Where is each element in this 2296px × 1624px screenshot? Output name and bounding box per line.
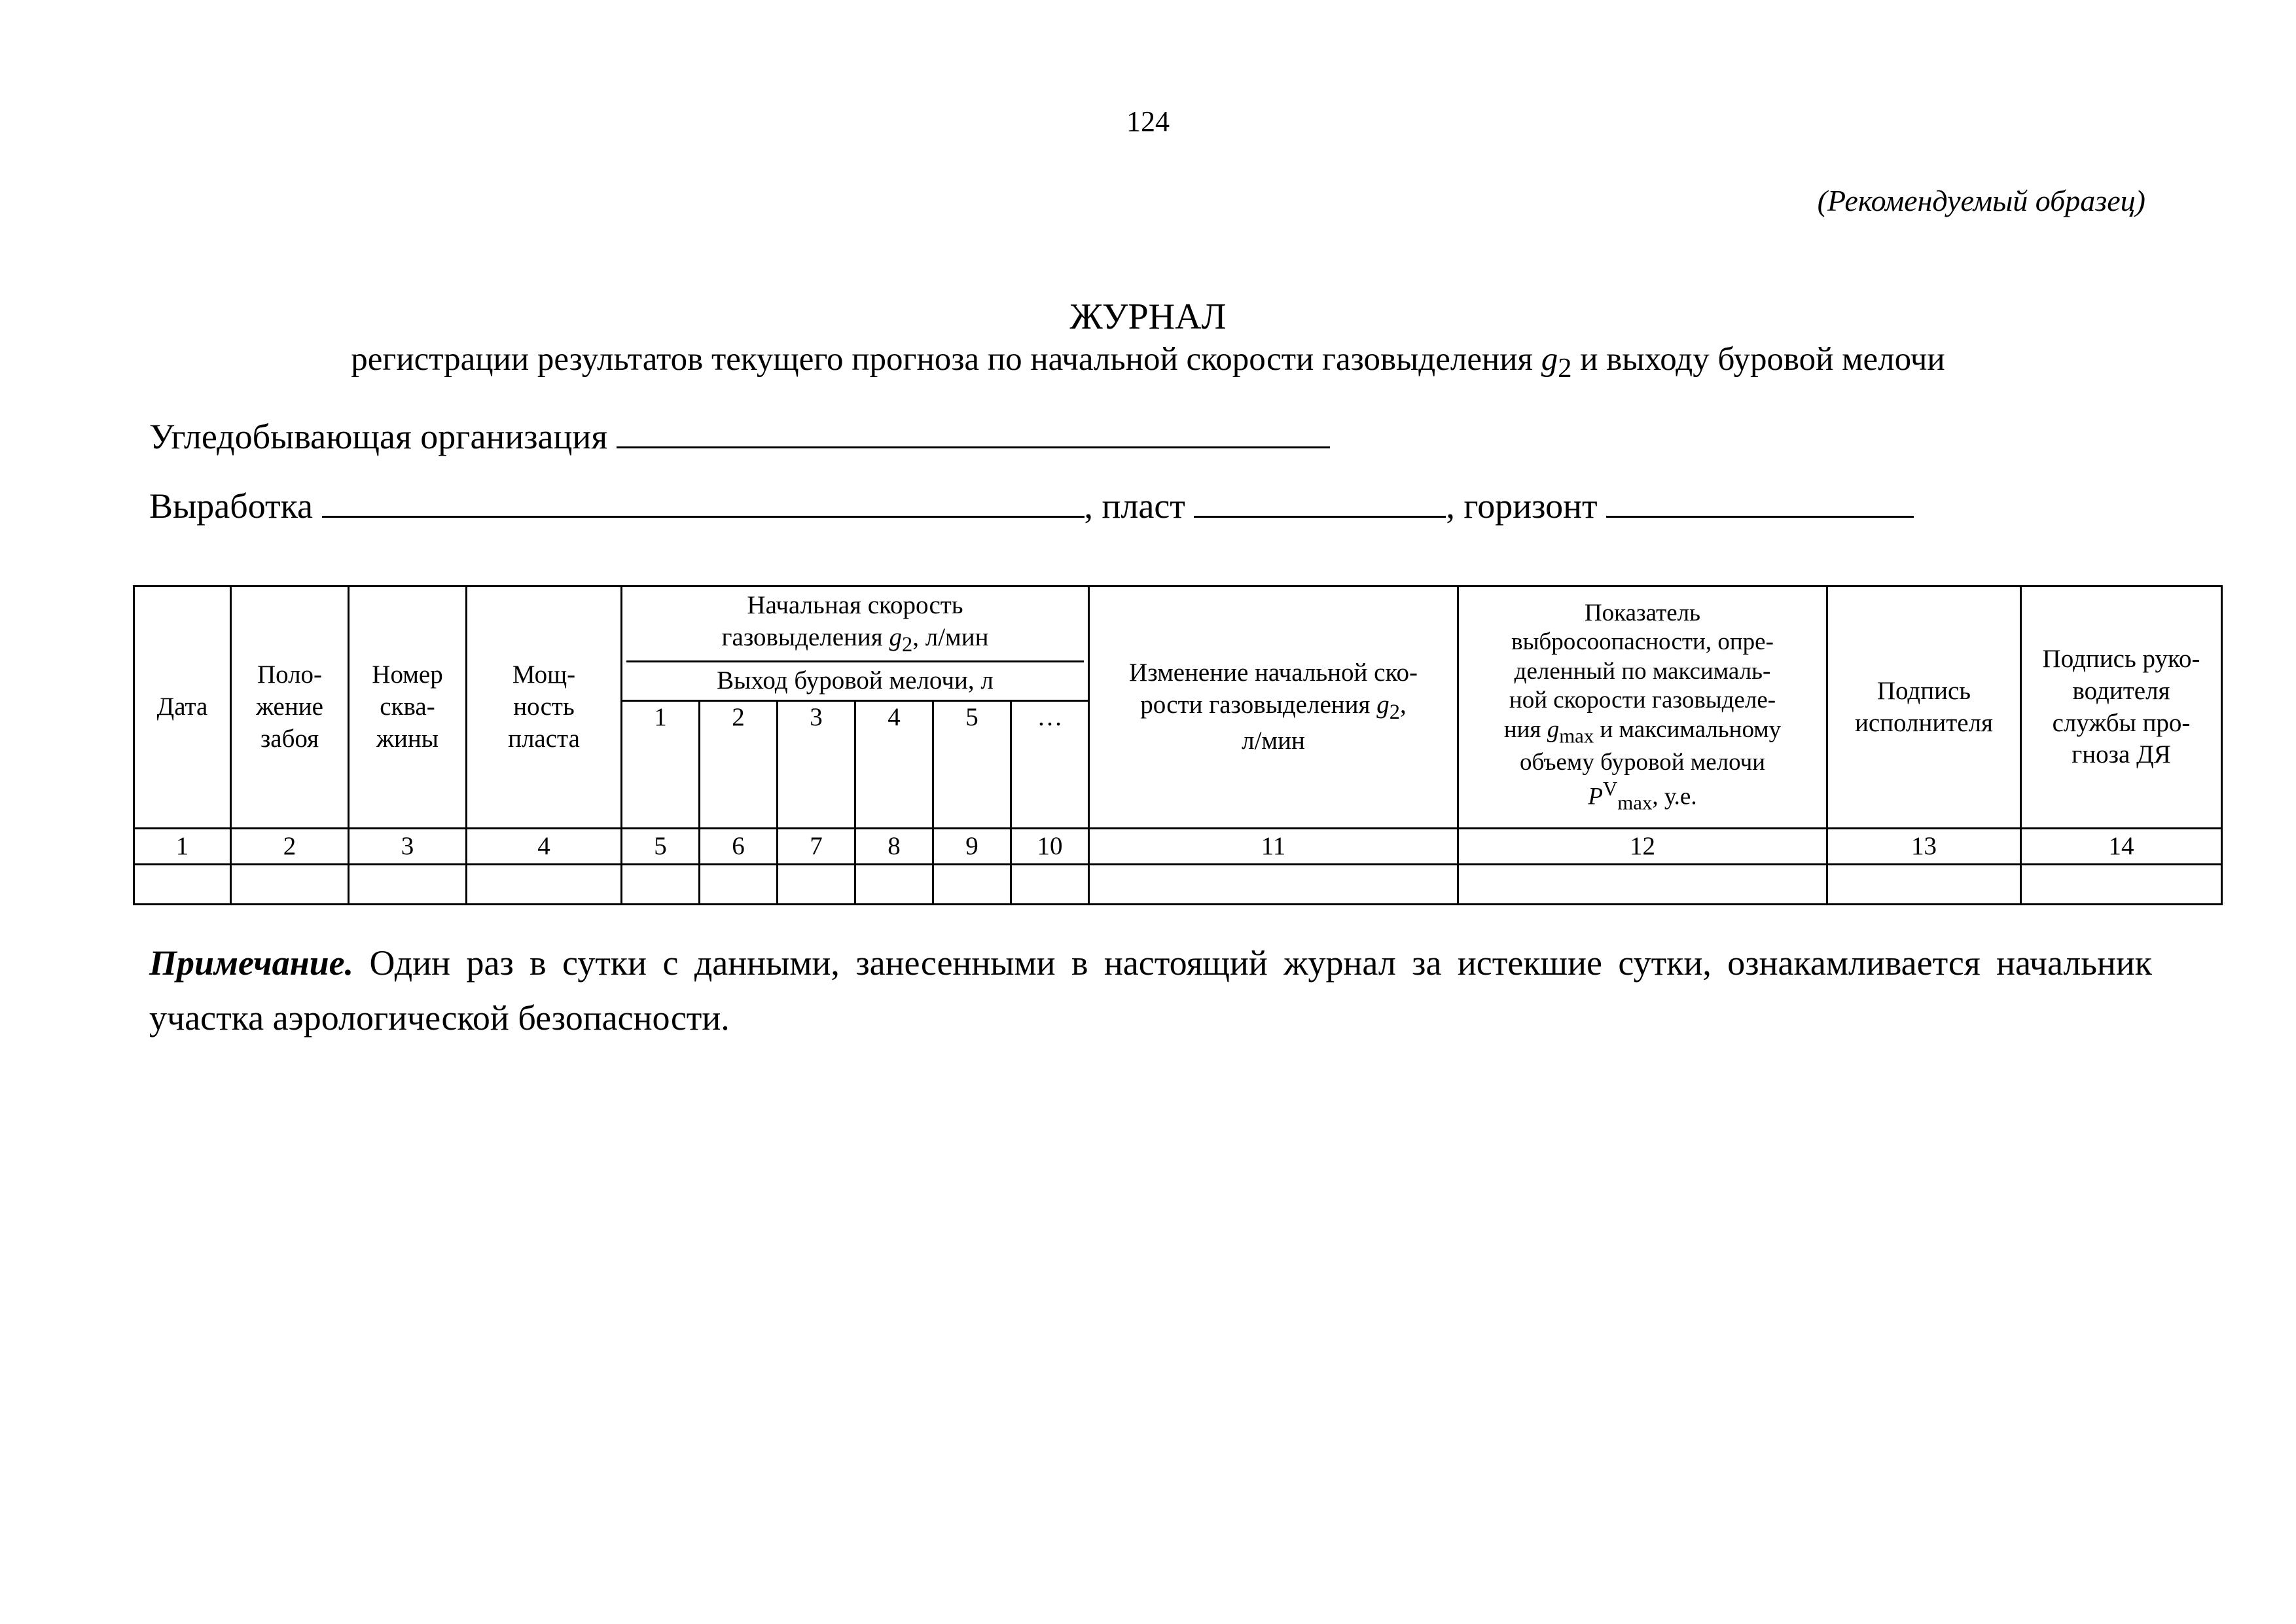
- empty-cell[interactable]: [778, 865, 855, 905]
- header-indicator-Psub: max: [1617, 792, 1653, 815]
- header-speed-unit: , л/мин: [912, 623, 989, 651]
- colnum-4: 4: [467, 829, 622, 865]
- empty-cell[interactable]: [134, 865, 231, 905]
- organization-field[interactable]: [617, 416, 1330, 448]
- empty-cell[interactable]: [467, 865, 622, 905]
- header-change: [1089, 586, 1458, 829]
- header-thickness-l1: Мощ-: [512, 660, 576, 689]
- header-speed-l2: [626, 622, 1084, 658]
- empty-cell[interactable]: [622, 865, 700, 905]
- empty-cell[interactable]: [1011, 865, 1089, 905]
- empty-cell[interactable]: [231, 865, 349, 905]
- header-change-var: g: [1376, 690, 1390, 719]
- header-face-l1: Поло-: [257, 660, 323, 689]
- header-indicator-Psup: V: [1603, 778, 1618, 801]
- header-well-l1: Номер: [372, 660, 443, 689]
- header-well-l3: жины: [376, 724, 439, 753]
- subtitle-text: регистрации результатов текущего прогноза по начальной скорости газовыделения: [351, 341, 1541, 378]
- column-numbers-row: [134, 829, 2222, 865]
- sample-note: (Рекомендуемый образец): [1817, 184, 2145, 217]
- subtitle-var: g: [1541, 341, 1558, 378]
- colnum-10: 10: [1011, 829, 1089, 865]
- header-thickness-l3: пласта: [508, 724, 580, 753]
- seam-field[interactable]: [1194, 486, 1446, 518]
- header-change-l2-text: рости газовыделения: [1140, 690, 1377, 719]
- header-head-l4: гноза ДЯ: [2072, 740, 2171, 769]
- header-executor-l1: Подпись: [1876, 676, 1971, 705]
- header-indicator-l7: [1463, 777, 1822, 816]
- header-indicator-l3: деленный по максималь-: [1514, 657, 1771, 685]
- subtitle-text-end: и выходу буровой мелочи: [1571, 341, 1945, 378]
- organization-label: Угледобывающая организация: [149, 417, 608, 456]
- header-indicator-l2: выбросоопасности, опре-: [1511, 628, 1774, 656]
- header-speed: [622, 586, 1089, 701]
- seam-label: , пласт: [1084, 486, 1185, 526]
- empty-cell[interactable]: [1089, 865, 1458, 905]
- footnote-label: Примечание.: [149, 943, 354, 983]
- working-line: [149, 486, 1914, 526]
- subcol-3: 3: [778, 701, 855, 829]
- header-change-l2: [1094, 689, 1453, 725]
- header-indicator-l5-text: ния: [1503, 715, 1547, 743]
- header-change-comma: ,: [1399, 690, 1407, 719]
- header-well: [349, 586, 467, 829]
- working-label: Выработка: [149, 486, 314, 526]
- header-face-l2: жение: [256, 693, 323, 721]
- header-executor-l2: исполнителя: [1855, 708, 1993, 737]
- empty-data-row: [134, 865, 2222, 905]
- header-indicator: [1458, 586, 1827, 829]
- horizon-field[interactable]: [1606, 486, 1914, 518]
- header-indicator-l5: [1463, 715, 1822, 748]
- header-indicator-P: P: [1588, 783, 1604, 810]
- empty-cell[interactable]: [700, 865, 778, 905]
- empty-cell[interactable]: [1458, 865, 1827, 905]
- colnum-12: 12: [1458, 829, 1827, 865]
- journal-table: [133, 585, 2223, 905]
- header-face: [231, 586, 349, 829]
- header-indicator-l5-end: и максимальному: [1594, 715, 1782, 743]
- subcol-4: 4: [855, 701, 933, 829]
- colnum-13: 13: [1827, 829, 2021, 865]
- header-speed-var: g: [889, 623, 902, 651]
- footnote: [149, 936, 2152, 1045]
- working-field[interactable]: [322, 486, 1085, 518]
- footnote-text: Один раз в сутки с данными, занесенными в настоящий журнал за истекшие сутки, ознакамливается начальник участка аэрологической безопасности.: [149, 943, 2152, 1038]
- header-date: Дата: [134, 586, 231, 829]
- header-row: [134, 586, 2222, 701]
- header-change-l1: Изменение начальной ско-: [1129, 659, 1418, 687]
- header-indicator-l1: Показатель: [1584, 599, 1701, 626]
- header-change-l3: л/мин: [1242, 727, 1305, 755]
- header-head: [2021, 586, 2222, 829]
- colnum-6: 6: [700, 829, 778, 865]
- empty-cell[interactable]: [855, 865, 933, 905]
- subcol-2: 2: [700, 701, 778, 829]
- header-thickness-l2: ность: [513, 693, 575, 721]
- header-face-l3: забоя: [260, 724, 319, 753]
- colnum-3: 3: [349, 829, 467, 865]
- subcol-1: 1: [622, 701, 700, 829]
- header-speed-sub: 2: [901, 632, 913, 657]
- header-executor: [1827, 586, 2021, 829]
- header-head-l2: водителя: [2072, 676, 2170, 705]
- header-indicator-l6: объему буровой мелочи: [1519, 748, 1766, 776]
- journal-subtitle: [0, 340, 2296, 384]
- header-thickness: [467, 586, 622, 829]
- horizon-label: , горизонт: [1446, 486, 1598, 526]
- empty-cell[interactable]: [1827, 865, 2021, 905]
- header-speed-l1: Начальная скорость: [747, 591, 963, 620]
- header-indicator-l4: ной скорости газовыделе-: [1509, 687, 1776, 714]
- colnum-2: 2: [231, 829, 349, 865]
- header-indicator-gmax: max: [1559, 724, 1594, 747]
- colnum-11: 11: [1089, 829, 1458, 865]
- empty-cell[interactable]: [349, 865, 467, 905]
- page-number: 124: [1126, 105, 1170, 137]
- header-output: Выход буровой мелочи, л: [717, 666, 994, 695]
- header-change-sub: 2: [1389, 700, 1400, 724]
- header-head-l1: Подпись руко-: [2042, 645, 2200, 673]
- header-speed-separator: [626, 660, 1084, 662]
- header-speed-l2-text: газовыделения: [721, 623, 889, 651]
- subcol-5: 5: [933, 701, 1011, 829]
- header-head-l3: службы про-: [2052, 708, 2191, 737]
- subcol-more: …: [1011, 701, 1089, 829]
- journal-title: ЖУРНАЛ: [1069, 297, 1227, 337]
- organization-line: [149, 416, 1330, 457]
- empty-cell[interactable]: [2021, 865, 2222, 905]
- colnum-8: 8: [855, 829, 933, 865]
- header-indicator-unit: , у.е.: [1652, 783, 1697, 810]
- subtitle-sub: 2: [1558, 353, 1572, 384]
- empty-cell[interactable]: [933, 865, 1011, 905]
- colnum-1: 1: [134, 829, 231, 865]
- colnum-5: 5: [622, 829, 700, 865]
- colnum-7: 7: [778, 829, 855, 865]
- colnum-9: 9: [933, 829, 1011, 865]
- colnum-14: 14: [2021, 829, 2222, 865]
- header-well-l2: сква-: [380, 693, 435, 721]
- header-indicator-gvar: g: [1547, 715, 1560, 743]
